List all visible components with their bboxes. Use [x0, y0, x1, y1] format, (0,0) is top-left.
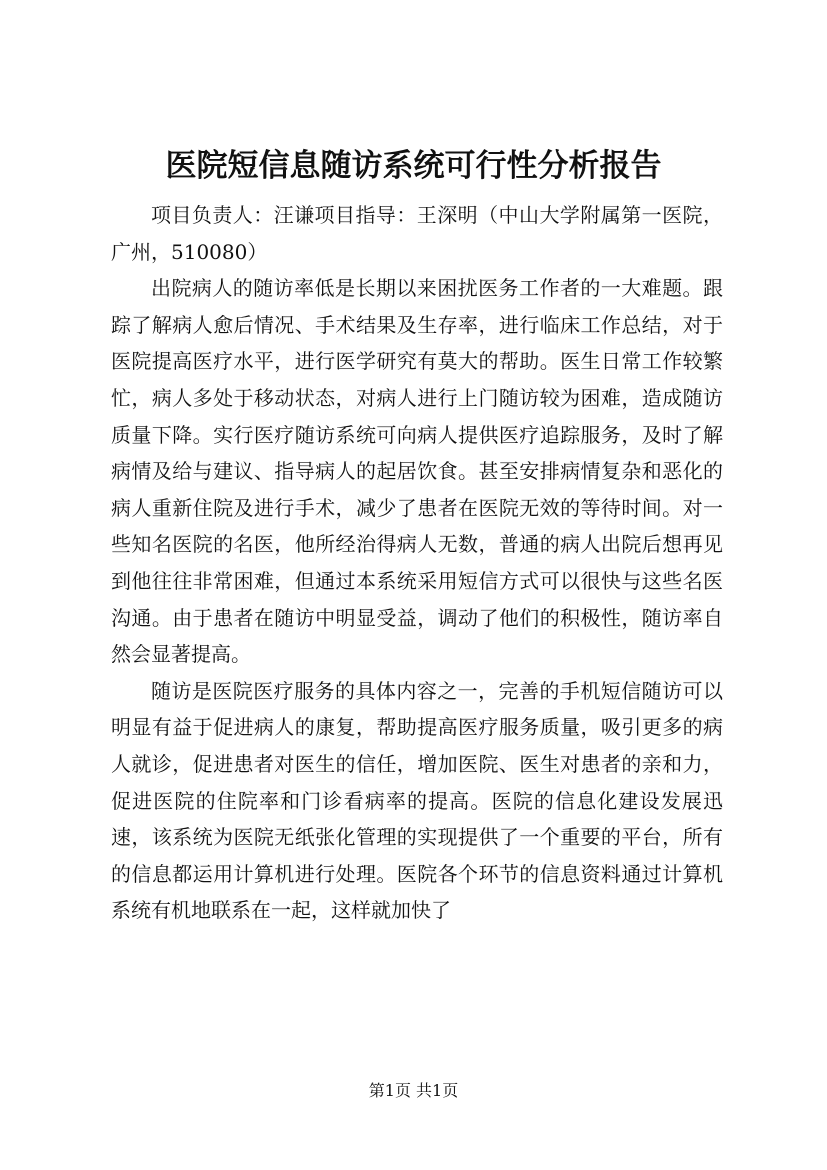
paragraph-background: 出院病人的随访率低是长期以来困扰医务工作者的一大难题。跟踪了解病人愈后情况、手术结果及生存率，进行临床工作总结，对于医院提高医疗水平，进行医学研究有莫大的帮助。医生日常工作较繁忙，病人多处于移动状态，对病人进行上门随访较为困难，造成随访质量下降。实行医疗随访系统可向病人提供医疗追踪服务，及时了解病情及给与建议、指导病人的起居饮食。甚至安排病情复杂和恶化的病人重新住院及进行手术，减少了患者在医院无效的等待时间。对一些知名医院的名医，他所经治得病人无数，普通的病人出院后想再见到他往往非常困难，但通过本系统采用短信方式可以很快与这些名医沟通。由于患者在随访中明显受益，调动了他们的积极性，随访率自然会显著提高。 — [111, 276, 723, 667]
document-title: 医院短信息随访系统可行性分析报告 — [165, 148, 662, 184]
paragraph-benefits: 随访是医院医疗服务的具体内容之一，完善的手机短信随访可以明显有益于促进病人的康复，帮助提高医疗服务质量，吸引更多的病人就诊，促进患者对医生的信任，增加医院、医生对患者的亲和力，促进医院的住院率和门诊看病率的提高。医院的信息化建设发展迅速，该系统为医院无纸张化管理的实现提供了一个重要的平台，所有的信息都运用计算机进行处理。医院各个环节的信息资料通过计算机系统有机地联系在一起，这样就加快了 — [111, 678, 723, 923]
page-footer: 第1页 共1页 — [368, 1081, 459, 1100]
paragraph-author-info: 项目负责人：汪谦项目指导：王深明（中山大学附属第一医院，广州，510080） — [111, 203, 723, 264]
document-body — [111, 197, 723, 929]
